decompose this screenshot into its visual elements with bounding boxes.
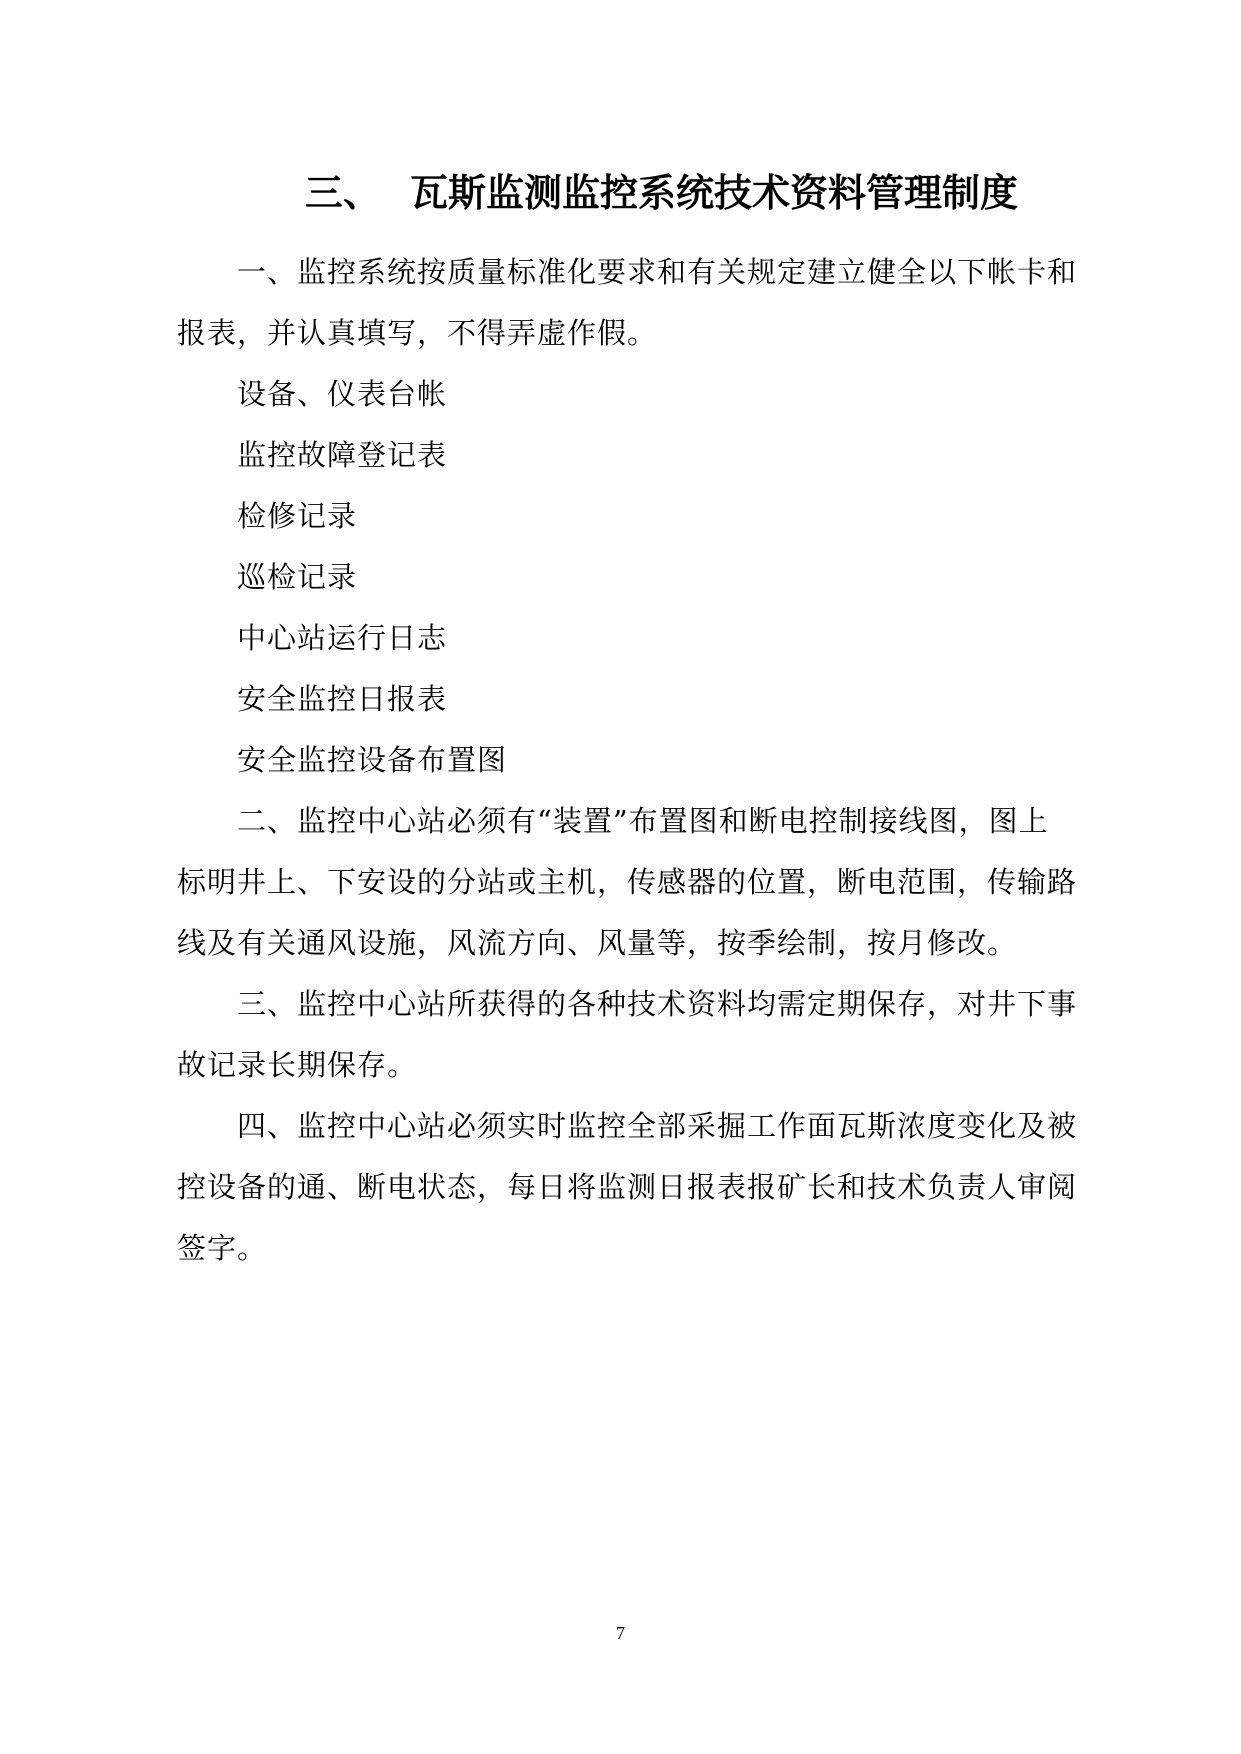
title-number: 三、 [305, 170, 382, 215]
paragraph-3-line-2: 故记录长期保存。 [177, 1048, 418, 1082]
list-item: 监控故障登记表 [237, 438, 448, 472]
list-item: 设备、仪表台帐 [237, 377, 448, 411]
list-item: 中心站运行日志 [237, 621, 448, 655]
list-item: 安全监控日报表 [237, 682, 448, 716]
list-item: 安全监控设备布置图 [237, 743, 508, 777]
list-item: 巡检记录 [237, 560, 358, 594]
paragraph-4-line-1: 四、监控中心站必须实时监控全部采掘工作面瓦斯浓度变化及被 [237, 1109, 1078, 1143]
page-number: 7 [616, 1623, 625, 1643]
page-title [305, 168, 1018, 218]
paragraph-1-line-2: 报表，并认真填写，不得弄虚作假。 [177, 316, 658, 350]
paragraph-4-line-3: 签字。 [177, 1231, 268, 1265]
paragraph-2-line-2: 标明井上、下安设的分站或主机，传感器的位置，断电范围，传输路 [177, 865, 1078, 899]
title-text: 瓦斯监测监控系统技术资料管理制度 [410, 170, 1019, 215]
paragraph-3-line-1: 三、监控中心站所获得的各种技术资料均需定期保存，对井下事 [237, 987, 1078, 1021]
list-item: 检修记录 [237, 499, 358, 533]
paragraph-2-line-1: 二、监控中心站必须有“装置”布置图和断电控制接线图，图上 [237, 804, 1049, 838]
paragraph-4-line-2: 控设备的通、断电状态，每日将监测日报表报矿长和技术负责人审阅 [177, 1170, 1078, 1204]
paragraph-2-line-3: 线及有关通风设施，风流方向、风量等，按季绘制，按月修改。 [177, 926, 1018, 960]
paragraph-1-line-1: 一、监控系统按质量标准化要求和有关规定建立健全以下帐卡和 [237, 255, 1078, 289]
